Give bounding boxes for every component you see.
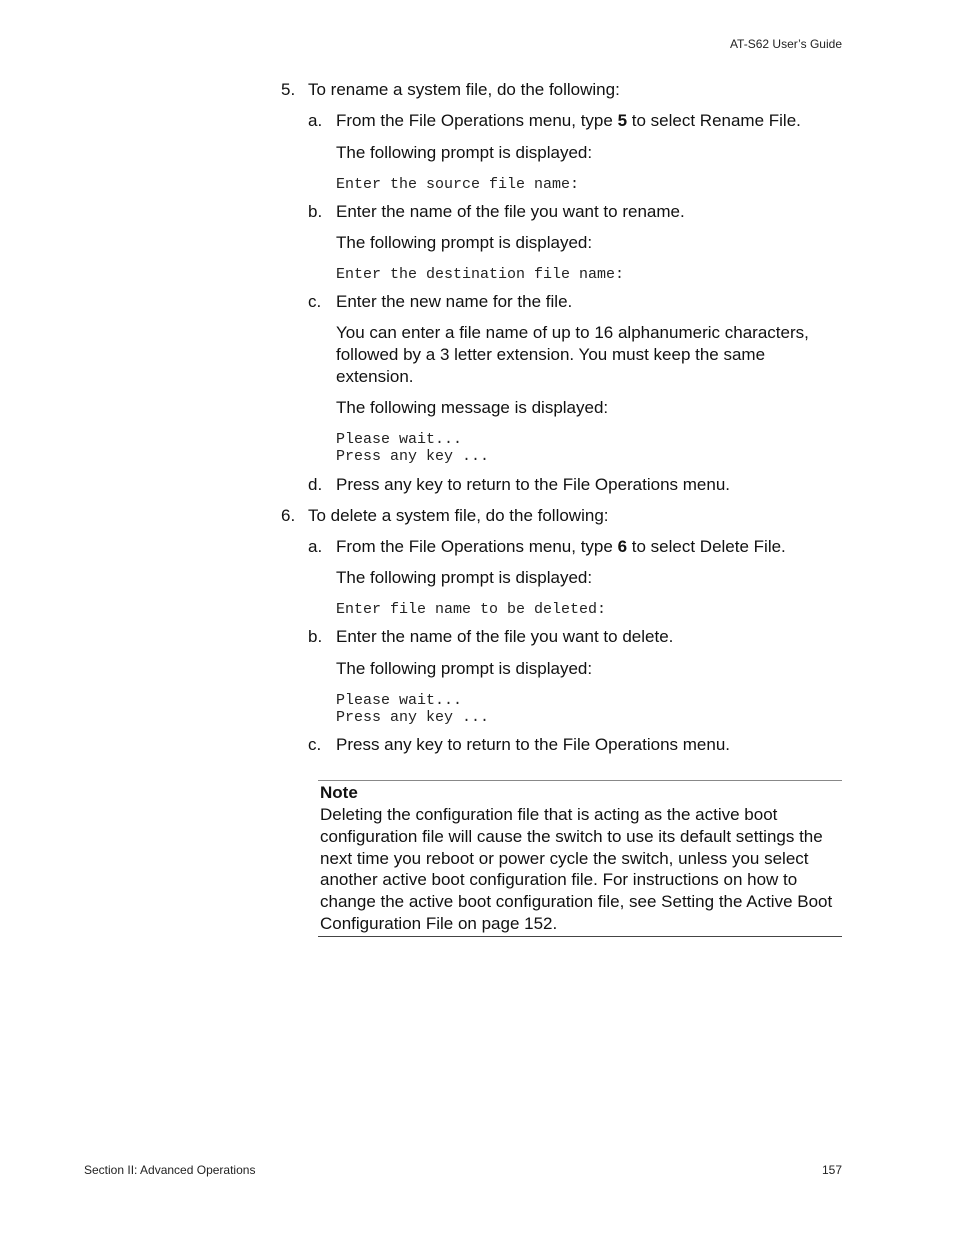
code-delete-file-prompt: Enter file name to be deleted: [336, 601, 607, 618]
step-5 [281, 79, 620, 101]
substep-text-pre: From the File Operations menu, type [336, 537, 618, 556]
substep-text: Press any key to return to the File Operations menu. [336, 475, 731, 494]
prompt-label: The following prompt is displayed: [336, 659, 593, 678]
step-6 [281, 505, 609, 527]
footer-section-title: Section II: Advanced Operations [84, 1163, 256, 1177]
substep-letter: d. [308, 475, 323, 494]
page-header-title: AT-S62 User’s Guide [729, 37, 842, 51]
code-press-any-key: Press any key ... [336, 448, 490, 465]
step-number: 6. [281, 506, 296, 525]
prompt-label: The following message is displayed: [336, 398, 609, 417]
code-destination-file-prompt: Enter the destination file name: [336, 266, 625, 283]
menu-key: 6 [617, 537, 628, 556]
code-source-file-prompt: Enter the source file name: [336, 176, 580, 193]
note-box [318, 780, 842, 937]
code-press-any-key: Press any key ... [336, 709, 490, 726]
prompt-label: The following prompt is displayed: [336, 568, 593, 587]
substep-letter: a. [308, 111, 323, 130]
substep-letter: b. [308, 627, 323, 646]
substep-text [336, 536, 786, 558]
substep-6a [308, 536, 786, 558]
substep-6c [308, 734, 731, 756]
step-text: To rename a system file, do the following: [308, 80, 620, 99]
substep-text: Enter the name of the file you want to rename. [336, 202, 685, 221]
menu-key: 5 [617, 111, 628, 130]
substep-text-pre: From the File Operations menu, type [336, 111, 618, 130]
substep-text-post: to select Rename File. [627, 111, 801, 130]
substep-letter: c. [308, 735, 322, 754]
step-text: To delete a system file, do the following: [308, 506, 609, 525]
substep-5b [308, 201, 685, 223]
substep-5d [308, 474, 731, 496]
code-please-wait: Please wait... [336, 692, 463, 709]
substep-letter: c. [308, 292, 322, 311]
substep-text: Press any key to return to the File Operations menu. [336, 735, 731, 754]
substep-text [336, 110, 801, 132]
filename-rules-paragraph: You can enter a file name of up to 16 alphanumeric characters, followed by a 3 letter extension. You must keep the same extension. [336, 323, 809, 386]
substep-text-post: to select Delete File. [627, 537, 786, 556]
substep-letter: b. [308, 202, 323, 221]
step-number: 5. [281, 80, 296, 99]
footer-page-number: 157 [821, 1163, 842, 1177]
substep-6b [308, 626, 674, 648]
note-body: Deleting the configuration file that is acting as the active boot configuration file will cause the switch to use its default settings the next time you reboot or power cycle the switch, unless you select another active boot configuration file. For instructions on how to change the active boot configuration file, see Setting the Active Boot Configuration File on page 152. [320, 805, 833, 933]
substep-5c [308, 291, 573, 313]
substep-letter: a. [308, 537, 323, 556]
prompt-label: The following prompt is displayed: [336, 233, 593, 252]
substep-text: Enter the name of the file you want to delete. [336, 627, 674, 646]
code-please-wait: Please wait... [336, 431, 463, 448]
substep-5a [308, 110, 801, 132]
prompt-label: The following prompt is displayed: [336, 143, 593, 162]
substep-text: Enter the new name for the file. [336, 292, 573, 311]
note-title: Note [320, 783, 358, 802]
